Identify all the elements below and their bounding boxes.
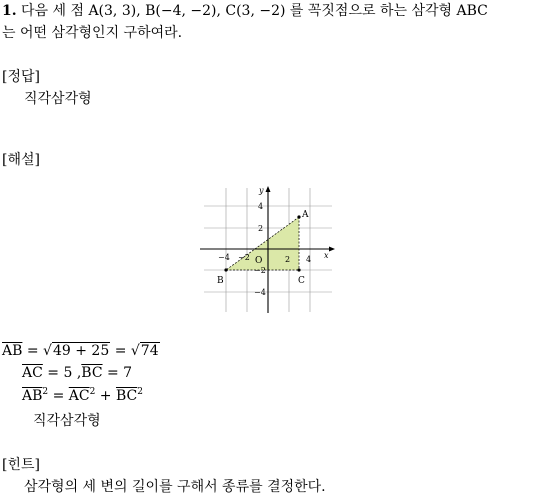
radicand: 49 + 25 bbox=[52, 343, 110, 359]
equation-pythagoras bbox=[22, 387, 143, 405]
x-axis-arrow bbox=[329, 247, 335, 252]
sqrt-sign: √ bbox=[43, 343, 52, 359]
y-tick-label: 2 bbox=[258, 224, 264, 233]
y-axis-label: y bbox=[259, 186, 264, 195]
segment-bc: $\overline{BC}$ bbox=[81, 365, 103, 381]
equals-sign: = bbox=[114, 343, 127, 359]
answer-heading: [정답] bbox=[2, 69, 40, 85]
y-tick-label: 4 bbox=[258, 202, 264, 211]
equation-ab bbox=[2, 342, 160, 360]
solution-heading: [해설] bbox=[2, 152, 40, 168]
x-tick-label: −4 bbox=[218, 253, 230, 262]
equals-sign: = bbox=[52, 388, 65, 404]
point-label-a: A bbox=[302, 210, 309, 220]
solution-conclusion: 직각삼각형 bbox=[33, 413, 101, 429]
point-label-b: B bbox=[217, 276, 224, 286]
value-bc: = 7 bbox=[107, 365, 133, 381]
exponent: 2 bbox=[42, 387, 49, 397]
x-tick-label: −2 bbox=[238, 253, 250, 262]
segment-ab: $\overline{AB}$ bbox=[22, 388, 43, 404]
segment-ac: $\overline{AC}$ bbox=[22, 365, 43, 381]
segment-bc: $\overline{BC}$ bbox=[115, 388, 138, 404]
y-tick-label: −4 bbox=[254, 288, 266, 297]
radicand: 74 bbox=[140, 343, 159, 359]
problem-line-1: 다음 세 점 A(3, 3), B(−4, −2), C(3, −2) 를 꼭짓점으로 하는 삼각형 ABC bbox=[21, 3, 488, 19]
hint-text: 삼각형의 세 변의 길이를 구해서 종류를 결정한다. bbox=[24, 479, 326, 495]
point-b bbox=[224, 268, 227, 271]
sqrt-sign: √ bbox=[130, 343, 140, 359]
x-tick-label: 4 bbox=[306, 255, 312, 264]
equation-ac-bc bbox=[22, 364, 132, 382]
value-ac: = 5 , bbox=[47, 365, 82, 381]
exponent: 2 bbox=[89, 387, 96, 397]
y-axis-arrow bbox=[266, 186, 271, 192]
segment-ab: $\overline{AB}$ bbox=[2, 343, 23, 359]
plus-sign: + bbox=[99, 388, 112, 404]
problem-line-2: 는 어떤 삼각형인지 구하여라. bbox=[2, 25, 183, 41]
x-tick-label: 2 bbox=[285, 255, 291, 264]
origin-label: O bbox=[255, 256, 263, 266]
x-axis-label: x bbox=[324, 251, 329, 260]
problem-number: 1. bbox=[2, 3, 17, 19]
answer-text: 직각삼각형 bbox=[24, 91, 92, 107]
point-c bbox=[297, 268, 300, 271]
segment-ac: $\overline{AC}$ bbox=[68, 388, 90, 404]
point-a bbox=[297, 215, 300, 218]
hint-heading: [힌트] bbox=[2, 457, 40, 473]
y-tick-label: −2 bbox=[254, 266, 266, 275]
exponent: 2 bbox=[137, 387, 143, 397]
point-label-c: C bbox=[298, 276, 305, 286]
equals-sign: = bbox=[26, 343, 39, 359]
coordinate-graph bbox=[198, 184, 338, 314]
